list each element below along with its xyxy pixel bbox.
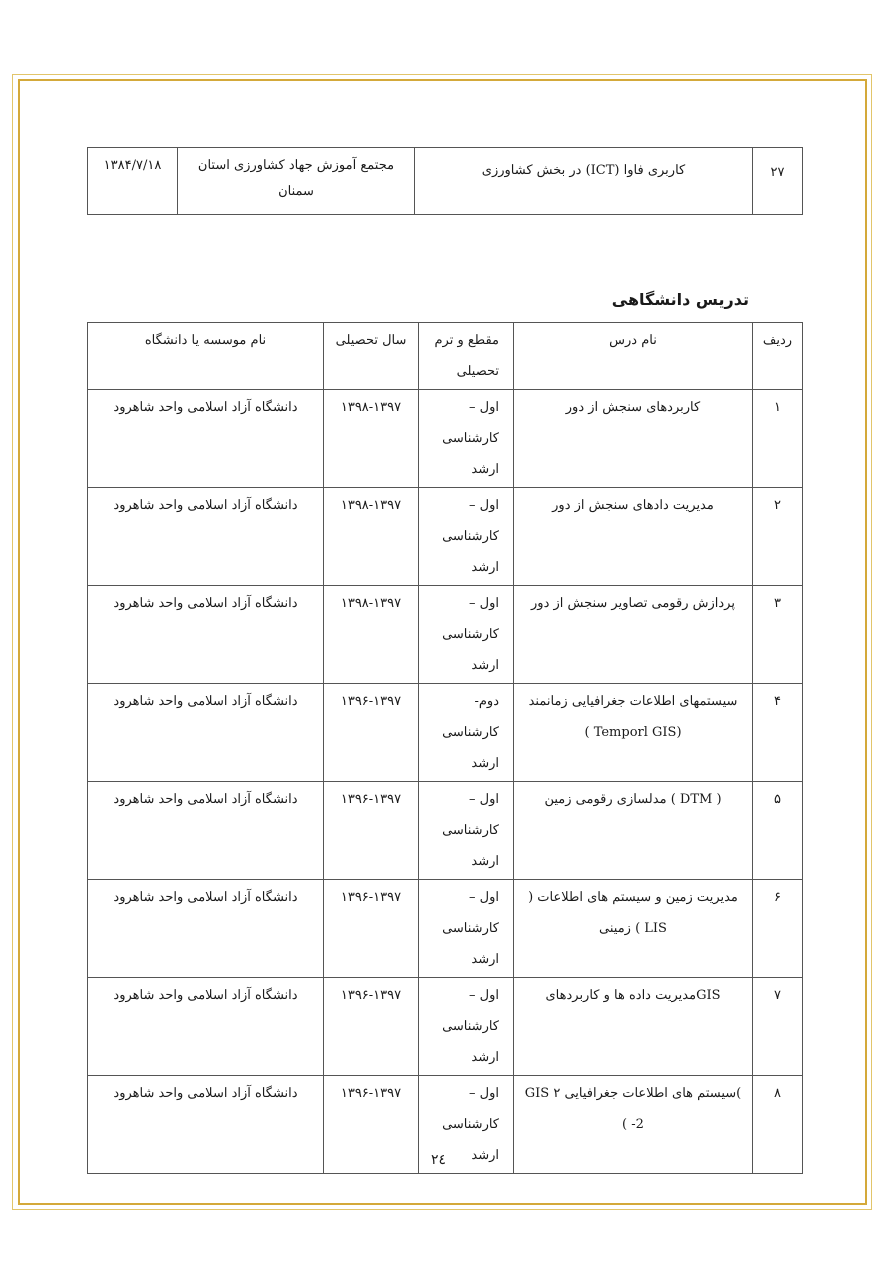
term: اول – کارشناسی ارشد bbox=[419, 978, 514, 1076]
course-name: کاربری فاوا (ICT) در بخش کشاورزی bbox=[415, 148, 753, 215]
row-number: ۱ bbox=[753, 390, 803, 488]
table-row bbox=[88, 684, 803, 782]
table-row bbox=[88, 390, 803, 488]
table-row bbox=[88, 880, 803, 978]
university: دانشگاه آزاد اسلامی واحد شاهرود bbox=[88, 880, 324, 978]
header-year: سال تحصیلی bbox=[324, 323, 419, 390]
term: اول – کارشناسی ارشد bbox=[419, 880, 514, 978]
academic-year: ۱۳۹۶-۱۳۹۷ bbox=[324, 684, 419, 782]
teaching-table bbox=[87, 322, 803, 1174]
table-header-row bbox=[88, 323, 803, 390]
course-name: ( DTM ) مدلسازی رقومی زمین bbox=[514, 782, 753, 880]
university: دانشگاه آزاد اسلامی واحد شاهرود bbox=[88, 978, 324, 1076]
term: اول – کارشناسی ارشد bbox=[419, 1076, 514, 1174]
academic-year: ۱۳۹۶-۱۳۹۷ bbox=[324, 782, 419, 880]
row-number: ۲۷ bbox=[753, 148, 803, 215]
row-number: ۲ bbox=[753, 488, 803, 586]
header-course: نام درس bbox=[514, 323, 753, 390]
header-university: نام موسسه یا دانشگاه bbox=[88, 323, 324, 390]
row-number: ۶ bbox=[753, 880, 803, 978]
section-title: تدریس دانشگاهی bbox=[611, 290, 749, 309]
course-name: پردازش رقومی تصاویر سنجش از دور bbox=[514, 586, 753, 684]
header-number: ردیف bbox=[753, 323, 803, 390]
course-name: مدیریت دادهای سنجش از دور bbox=[514, 488, 753, 586]
term: اول – کارشناسی ارشد bbox=[419, 488, 514, 586]
row-number: ۸ bbox=[753, 1076, 803, 1174]
date: ۱۳۸۴/۷/۱۸ bbox=[88, 148, 178, 215]
academic-year: ۱۳۹۸-۱۳۹۷ bbox=[324, 586, 419, 684]
term: اول – کارشناسی ارشد bbox=[419, 586, 514, 684]
university: دانشگاه آزاد اسلامی واحد شاهرود bbox=[88, 390, 324, 488]
term: اول – کارشناسی ارشد bbox=[419, 390, 514, 488]
course-name: سیستمهای اطلاعات جغرافیایی زمانمند (Temporl GIS ) bbox=[514, 684, 753, 782]
university: دانشگاه آزاد اسلامی واحد شاهرود bbox=[88, 488, 324, 586]
academic-year: ۱۳۹۶-۱۳۹۷ bbox=[324, 1076, 419, 1174]
previous-table bbox=[87, 147, 803, 215]
table-row bbox=[88, 586, 803, 684]
term: اول – کارشناسی ارشد bbox=[419, 782, 514, 880]
academic-year: ۱۳۹۸-۱۳۹۷ bbox=[324, 390, 419, 488]
page-number: ۲٤ bbox=[430, 1152, 447, 1168]
term: دوم- کارشناسی ارشد bbox=[419, 684, 514, 782]
institution-name: مجتمع آموزش جهاد کشاورزی استان سمنان bbox=[178, 148, 415, 215]
university: دانشگاه آزاد اسلامی واحد شاهرود bbox=[88, 1076, 324, 1174]
header-term: مقطع و ترم تحصیلی bbox=[419, 323, 514, 390]
university: دانشگاه آزاد اسلامی واحد شاهرود bbox=[88, 586, 324, 684]
academic-year: ۱۳۹۶-۱۳۹۷ bbox=[324, 880, 419, 978]
table-row bbox=[88, 782, 803, 880]
course-name: مدیریت زمین و سیستم های اطلاعات ( LIS ) زمینی bbox=[514, 880, 753, 978]
academic-year: ۱۳۹۶-۱۳۹۷ bbox=[324, 978, 419, 1076]
university: دانشگاه آزاد اسلامی واحد شاهرود bbox=[88, 782, 324, 880]
row-number: ۴ bbox=[753, 684, 803, 782]
row-number: ۷ bbox=[753, 978, 803, 1076]
table-row bbox=[88, 978, 803, 1076]
course-name: GISمدیریت داده ها و کاربردهای bbox=[514, 978, 753, 1076]
course-name: )سیستم های اطلاعات جغرافیایی ۲ GIS -2 ) bbox=[514, 1076, 753, 1174]
table-row bbox=[88, 148, 803, 215]
course-name: کاربردهای سنجش از دور bbox=[514, 390, 753, 488]
university: دانشگاه آزاد اسلامی واحد شاهرود bbox=[88, 684, 324, 782]
row-number: ۵ bbox=[753, 782, 803, 880]
table-row bbox=[88, 488, 803, 586]
academic-year: ۱۳۹۸-۱۳۹۷ bbox=[324, 488, 419, 586]
row-number: ۳ bbox=[753, 586, 803, 684]
